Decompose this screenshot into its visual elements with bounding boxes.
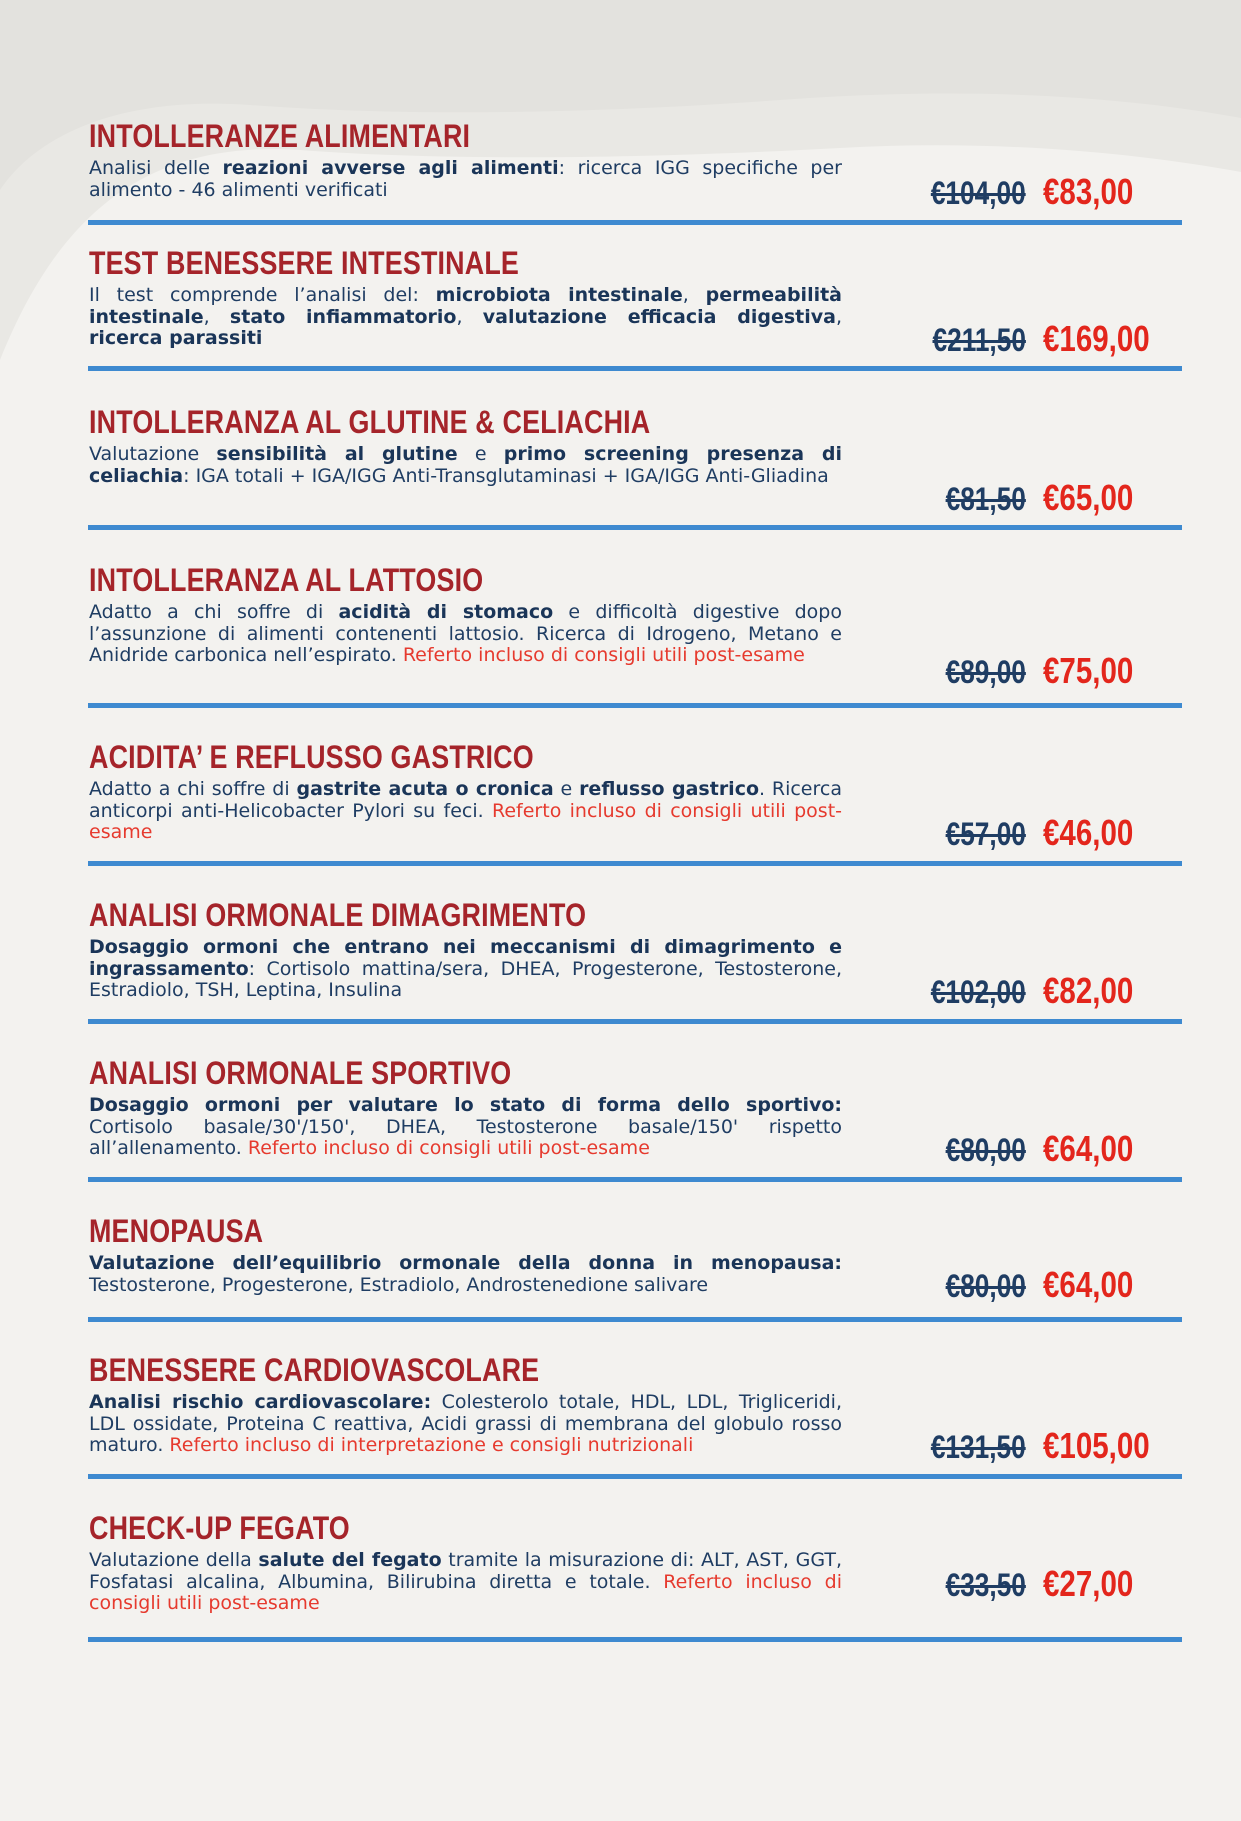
- item-description: [89, 1392, 842, 1457]
- item-description: [89, 444, 842, 487]
- divider: [88, 1474, 1182, 1479]
- desc-text: Valutazione della: [89, 1549, 259, 1571]
- highlight-text: Dosaggio ormoni che entrano nei meccanismi di dimagrimento e ingrassamento: [89, 936, 842, 980]
- old-price: €80,00: [945, 1268, 1026, 1304]
- price-item: [88, 1055, 1182, 1185]
- item-description: [89, 779, 842, 844]
- highlight-text: Dosaggio ormoni per valutare lo stato di forma dello sportivo:: [89, 1094, 842, 1116]
- referto-note: Referto incluso di consigli utili post-esame: [402, 644, 805, 666]
- item-title: INTOLLERANZE ALIMENTARI: [89, 118, 471, 154]
- item-description: [89, 602, 842, 667]
- old-price: €80,00: [945, 1132, 1026, 1168]
- item-title: TEST BENESSERE INTESTINALE: [89, 245, 520, 281]
- desc-text: : IGA totali + IGA/IGG Anti-Transglutaminasi + IGA/IGG Anti-Gliadina: [183, 464, 829, 487]
- divider: [88, 703, 1182, 708]
- price-item: [88, 1510, 1182, 1650]
- highlight-text: stato infiammatorio: [229, 305, 457, 328]
- highlight-text: reazioni avverse agli alimenti: [222, 157, 559, 179]
- old-price: €81,50: [945, 481, 1026, 517]
- desc-text: Adatto a chi soffre di: [89, 778, 297, 800]
- highlight-text: salute del fegato: [258, 1549, 442, 1571]
- referto-note: Referto incluso di interpretazione e consigli nutrizionali: [169, 1434, 694, 1456]
- highlight-text: reflusso gastrico: [579, 778, 760, 800]
- item-title: ACIDITA’ E REFLUSSO GASTRICO: [89, 739, 534, 775]
- item-description: [89, 1095, 842, 1160]
- desc-text: ,: [203, 305, 230, 328]
- desc-text: ,: [835, 305, 842, 328]
- highlight-text: Analisi rischio cardiovascolare:: [89, 1391, 432, 1413]
- desc-text: Testosterone, Progesterone, Estradiolo, Androstenedione salivare: [89, 1273, 709, 1296]
- item-title: ANALISI ORMONALE SPORTIVO: [89, 1055, 512, 1091]
- new-price: €65,00: [1043, 477, 1134, 518]
- price-item: [88, 404, 1182, 534]
- new-price: €82,00: [1043, 970, 1134, 1011]
- new-price: €46,00: [1043, 812, 1134, 853]
- desc-text: Analisi delle: [89, 157, 223, 179]
- item-description: [89, 1550, 842, 1615]
- item-title: INTOLLERANZA AL GLUTINE & CELIACHIA: [89, 404, 651, 440]
- divider: [88, 1177, 1182, 1182]
- price-item: [88, 739, 1182, 869]
- new-price: €75,00: [1043, 650, 1134, 691]
- new-price: €64,00: [1043, 1128, 1134, 1169]
- desc-text: e difficoltà digestive dopo l’assunzione di alimenti contenenti lattosio. Ricerca di Idrogeno, Metano e Anidride carbonica nell’espirato.: [89, 601, 842, 666]
- item-title: MENOPAUSA: [89, 1213, 264, 1249]
- desc-text: ,: [682, 284, 706, 306]
- price-item: [88, 562, 1182, 712]
- old-price: €33,50: [945, 1567, 1026, 1603]
- item-description: [89, 1253, 842, 1296]
- highlight-text: ricerca parassiti: [89, 327, 263, 349]
- divider: [88, 1317, 1182, 1322]
- referto-note: Referto incluso di consigli utili post-esame: [89, 1570, 842, 1614]
- item-title: CHECK-UP FEGATO: [89, 1510, 350, 1546]
- highlight-text: acidità di stomaco: [338, 601, 554, 623]
- referto-note: Referto incluso di consigli utili post-esame: [247, 1137, 650, 1159]
- desc-text: : Cortisolo mattina/sera, DHEA, Progesterone, Testosterone, Estradiolo, TSH, Leptina, Insulina: [89, 957, 842, 1001]
- highlight-text: valutazione efficacia digestiva: [482, 305, 836, 328]
- desc-text: Il test comprende l’analisi del:: [89, 284, 436, 306]
- desc-text: : ricerca IGG specifiche per alimento - 46 alimenti verificati: [89, 157, 842, 201]
- divider: [88, 1019, 1182, 1024]
- referto-note: Referto incluso di consigli utili post-esame: [89, 799, 843, 843]
- desc-text: e: [457, 443, 504, 465]
- price-item: [88, 897, 1182, 1027]
- price-item: [88, 1213, 1182, 1328]
- divider: [88, 220, 1182, 225]
- highlight-text: sensibilità al glutine: [216, 443, 458, 465]
- item-title: ANALISI ORMONALE DIMAGRIMENTO: [89, 897, 587, 933]
- old-price: €211,50: [932, 322, 1026, 358]
- desc-text: Valutazione: [89, 443, 217, 465]
- item-description: [89, 937, 842, 1002]
- new-price: €105,00: [1043, 1425, 1150, 1466]
- price-item: [88, 245, 1182, 375]
- old-price: €57,00: [945, 816, 1026, 852]
- highlight-text: microbiota intestinale: [435, 284, 683, 306]
- item-description: [89, 285, 842, 350]
- old-price: €104,00: [931, 175, 1026, 211]
- desc-text: Adatto a chi soffre di: [89, 601, 339, 623]
- price-item: [88, 118, 1182, 230]
- price-item: [88, 1352, 1182, 1482]
- new-price: €64,00: [1043, 1264, 1134, 1305]
- new-price: €169,00: [1043, 318, 1150, 359]
- highlight-text: permeabilità intestinale: [89, 284, 842, 328]
- desc-text: Cortisolo basale/30'/150', DHEA, Testosterone basale/150' rispetto all’allenamento.: [89, 1115, 842, 1159]
- old-price: €102,00: [931, 974, 1026, 1010]
- old-price: €89,00: [945, 654, 1026, 690]
- item-title: BENESSERE CARDIOVASCOLARE: [89, 1352, 540, 1388]
- divider: [88, 366, 1182, 371]
- old-price: €131,50: [931, 1429, 1026, 1465]
- highlight-text: Valutazione dell’equilibrio ormonale della donna in menopausa:: [89, 1252, 842, 1274]
- desc-text: e: [553, 778, 580, 800]
- divider: [88, 1637, 1182, 1642]
- highlight-text: gastrite acuta o cronica: [296, 778, 554, 800]
- highlight-text: primo screening presenza di celiachia: [89, 443, 842, 487]
- new-price: €83,00: [1043, 171, 1134, 212]
- desc-text: tramite la misurazione di: ALT, AST, GGT, Fosfatasi alcalina, Albumina, Bilirubina diretta e totale.: [89, 1549, 843, 1593]
- item-description: [89, 158, 842, 201]
- desc-text: . Ricerca anticorpi anti-Helicobacter Pylori su feci.: [89, 778, 842, 822]
- divider: [88, 861, 1182, 866]
- desc-text: Colesterolo totale, HDL, LDL, Trigliceridi, LDL ossidate, Proteina C reattiva, Acidi grassi di membrana del globulo rosso maturo.: [89, 1391, 842, 1456]
- item-title: INTOLLERANZA AL LATTOSIO: [89, 562, 484, 598]
- desc-text: ,: [456, 305, 483, 328]
- new-price: €27,00: [1043, 1563, 1134, 1604]
- divider: [88, 525, 1182, 530]
